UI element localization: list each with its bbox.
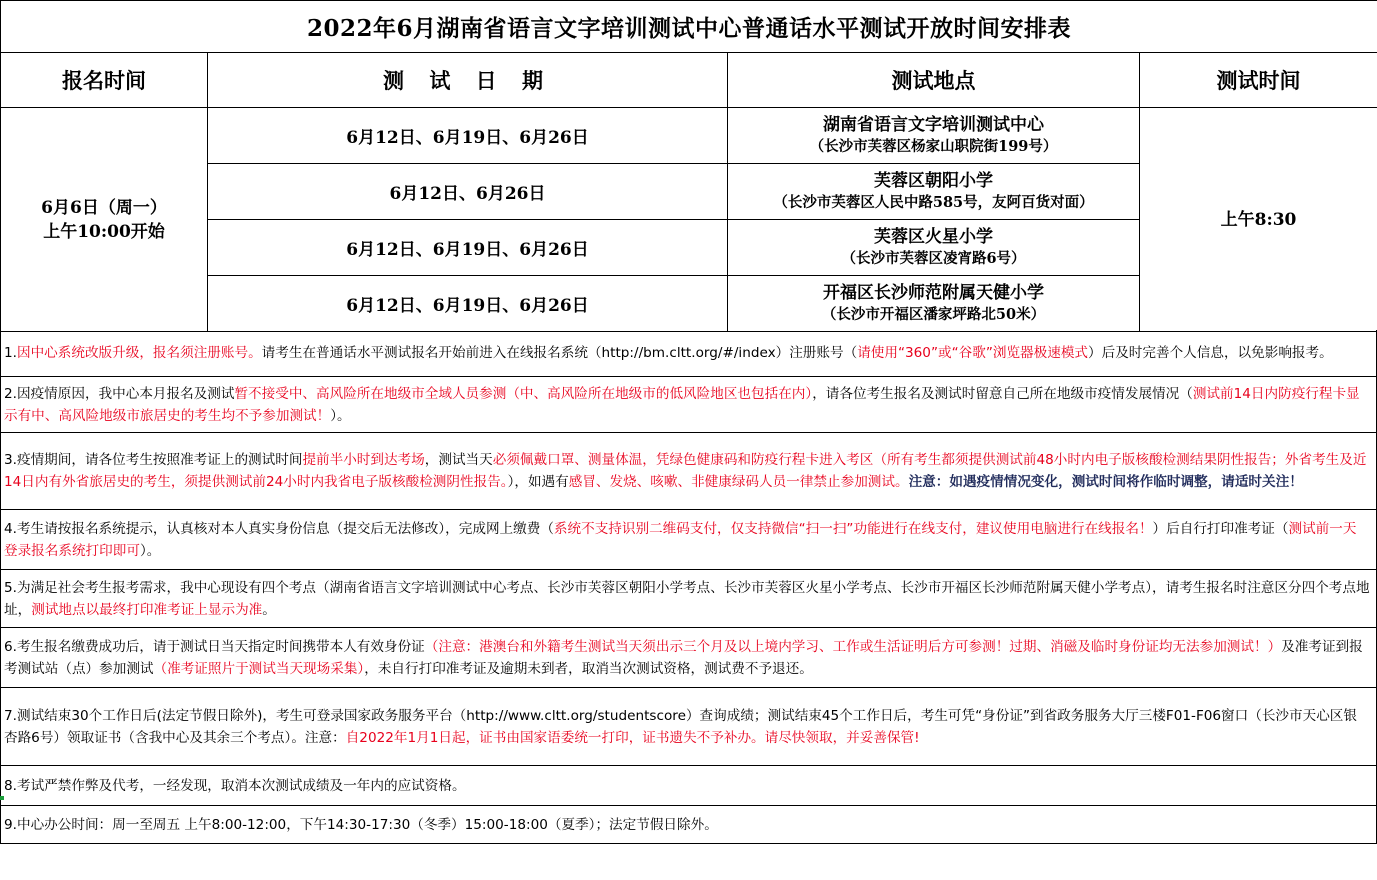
note-text-segment: 7.测试结束30个工作日后(法定节假日除外)，考生可登录国家政务服务平台（http://www.cltt.org/studentscore）查询成绩；测试结束45个工作日后，考生可凭“身份证”到省政务服务大厅三楼F01-F06窗口（长沙市天心区银杏路6号）领取证书（含我中心及其余三个考点）。注意： <box>4 707 1357 746</box>
note-6 <box>0 628 1377 688</box>
note-text-segment: 请考生在普通话水平测试报名开始前进入在线报名系统（http://bm.cltt.org/#/index）注册账号（ <box>261 345 858 361</box>
site-name: 芙蓉区朝阳小学 <box>874 170 993 191</box>
note-5 <box>0 570 1377 628</box>
note-text-segment: ）。 <box>330 407 351 424</box>
note-text-segment: 因中心系统改版升级，报名须注册账号。 <box>16 345 262 361</box>
note-text-segment: 系统不支持识别二维码支付，仅支持微信“扫一扫”功能进行在线支付，建议使用电脑进行在线报名！ <box>553 520 1153 537</box>
note-text-segment: 请使用“360”或“谷歌”浏览器极速模式 <box>857 345 1089 361</box>
site-address: （长沙市开福区潘家坪路北50米） <box>821 305 1046 323</box>
note-text-segment: ，请各位考生报名及测试时留意自己所在地级市疫情发展情况（ <box>812 385 1193 402</box>
note-text-segment: 6.考生报名缴费成功后，请于测试日当天指定时间携带本人有效身份证 <box>4 638 425 655</box>
note-7 <box>0 688 1377 766</box>
note-text-segment: ）。 <box>139 542 161 559</box>
site-name: 湖南省语言文字培训测试中心 <box>823 114 1044 135</box>
note-text-segment: ）后自行打印准考证（ <box>1152 520 1289 537</box>
site-name: 芙蓉区火星小学 <box>874 226 993 247</box>
note-text-segment: 8.考试严禁作弊及代考，一经发现，取消本次测试成绩及一年内的应试资格。 <box>4 777 466 794</box>
note-text-segment: 感冒、发烧、咳嗽、非健康绿码人员一律禁止参加测试。 <box>568 474 909 490</box>
note-text-segment: 5.为满足社会考生报考需求，我中心现设有四个考点（湖南省语言文字培训测试中心考点、长沙市芙蓉区朝阳小学考点、长沙市芙蓉区火星小学考点、长沙市开福区长沙师范附属天健小学考点），请考生报名时注意区分四个考点地址， <box>4 579 1370 618</box>
note-text-segment: 3.疫情期间，请各位考生按照准考证上的测试时间 <box>4 452 303 468</box>
register-date: 6月6日（周一） <box>41 197 167 218</box>
register-start: 上午10:00开始 <box>43 221 165 242</box>
note-3 <box>0 433 1377 510</box>
note-text-segment: ），如遇有 <box>507 474 569 490</box>
site-address: （长沙市芙蓉区杨家山职院街199号） <box>809 137 1058 155</box>
site-name: 开福区长沙师范附属天健小学 <box>823 282 1044 303</box>
note-text-segment: 注意：如遇疫情情况变化，测试时间将作临时调整，请适时关注！ <box>908 474 1303 490</box>
note-text-segment: 2.因疫情原因，我中心本月报名及测试 <box>4 385 235 402</box>
note-text-segment: 。 <box>262 601 276 618</box>
site-address: （长沙市芙蓉区人民中路585号，友阿百货对面） <box>773 193 1094 211</box>
note-text-segment: 测试地点以最终打印准考证上显示为准 <box>31 601 263 618</box>
note-text-segment: 1. <box>4 345 17 361</box>
note-text-segment: 提前半小时到达考场 <box>302 452 425 468</box>
note-text-segment: 及准考证到报考测试站（点）参加测试 <box>4 638 1363 677</box>
note-2 <box>0 377 1377 433</box>
note-text-segment: ）后及时完善个人信息，以免影响报考。 <box>1088 345 1333 361</box>
test-dates: 6月12日、6月19日、6月26日 <box>208 276 728 332</box>
note-text-segment: 测试前14日内防疫行程卡显示有中、高风险地级市旅居史的考生均不予参加测试！ <box>4 385 1360 424</box>
schedule-table <box>0 0 1377 332</box>
test-dates: 6月12日、6月26日 <box>208 164 728 220</box>
notes-list <box>0 330 1377 844</box>
header-test-time: 测试时间 <box>1140 53 1377 108</box>
note-text-segment: 4.考生请按报名系统提示，认真核对本人真实身份信息（提交后无法修改），完成网上缴费（ <box>4 520 554 537</box>
note-4 <box>0 510 1377 570</box>
header-test-date: 测 试 日 期 <box>208 53 728 108</box>
test-site-cell <box>728 108 1140 164</box>
test-site-cell <box>728 276 1140 332</box>
header-test-site: 测试地点 <box>728 53 1140 108</box>
table-row <box>1 108 1377 164</box>
test-time-value: 上午8:30 <box>1140 108 1377 332</box>
note-9 <box>0 806 1377 844</box>
test-site-cell <box>728 220 1140 276</box>
site-address: （长沙市芙蓉区凌宵路6号） <box>841 249 1026 267</box>
note-text-segment: 9.中心办公时间：周一至周五 上午8:00-12:00，下午14:30-17:30（冬季）15:00-18:00（夏季）；法定节假日除外。 <box>4 816 718 833</box>
note-8 <box>0 766 1377 806</box>
cell-marker <box>0 796 4 800</box>
note-text-segment: 测试前一天登录报名系统打印即可 <box>4 520 1357 559</box>
header-register-time: 报名时间 <box>1 53 208 108</box>
test-dates: 6月12日、6月19日、6月26日 <box>208 220 728 276</box>
note-text-segment: 必须佩戴口罩、测量体温，凭绿色健康码和防疫行程卡进入考区（所有考生都须提供测试前48小时内电子版核酸检测结果阴性报告；外省考生及近14日内有外省旅居史的考生，须提供测试前24小时内我省电子版核酸检测阴性报告。 <box>4 452 1367 490</box>
note-text-segment: （准考证照片于测试当天现场采集） <box>153 660 365 677</box>
sheet-title: 2022年6月湖南省语言文字培训测试中心普通话水平测试开放时间安排表 <box>1 1 1377 53</box>
register-time-cell <box>1 108 208 332</box>
test-dates: 6月12日、6月19日、6月26日 <box>208 108 728 164</box>
test-site-cell <box>728 164 1140 220</box>
note-text-segment: ，未自行打印准考证及逾期未到者，取消当次测试资格，测试费不予退还。 <box>364 660 813 677</box>
note-1 <box>0 330 1377 377</box>
note-text-segment: 自2022年1月1日起，证书由国家语委统一打印，证书遗失不予补办。请尽快领取，并妥善保管! <box>345 729 920 746</box>
note-text-segment: ，测试当天 <box>424 452 493 468</box>
note-text-segment: 暂不接受中、高风险所在地级市全域人员参测（中、高风险所在地级市的低风险地区也包括在内） <box>234 385 813 402</box>
note-text-segment: （注意：港澳台和外籍考生测试当天须出示三个月及以上境内学习、工作或生活证明后方可参测！过期、消磁及临时身份证均无法参加测试！） <box>424 638 1282 655</box>
